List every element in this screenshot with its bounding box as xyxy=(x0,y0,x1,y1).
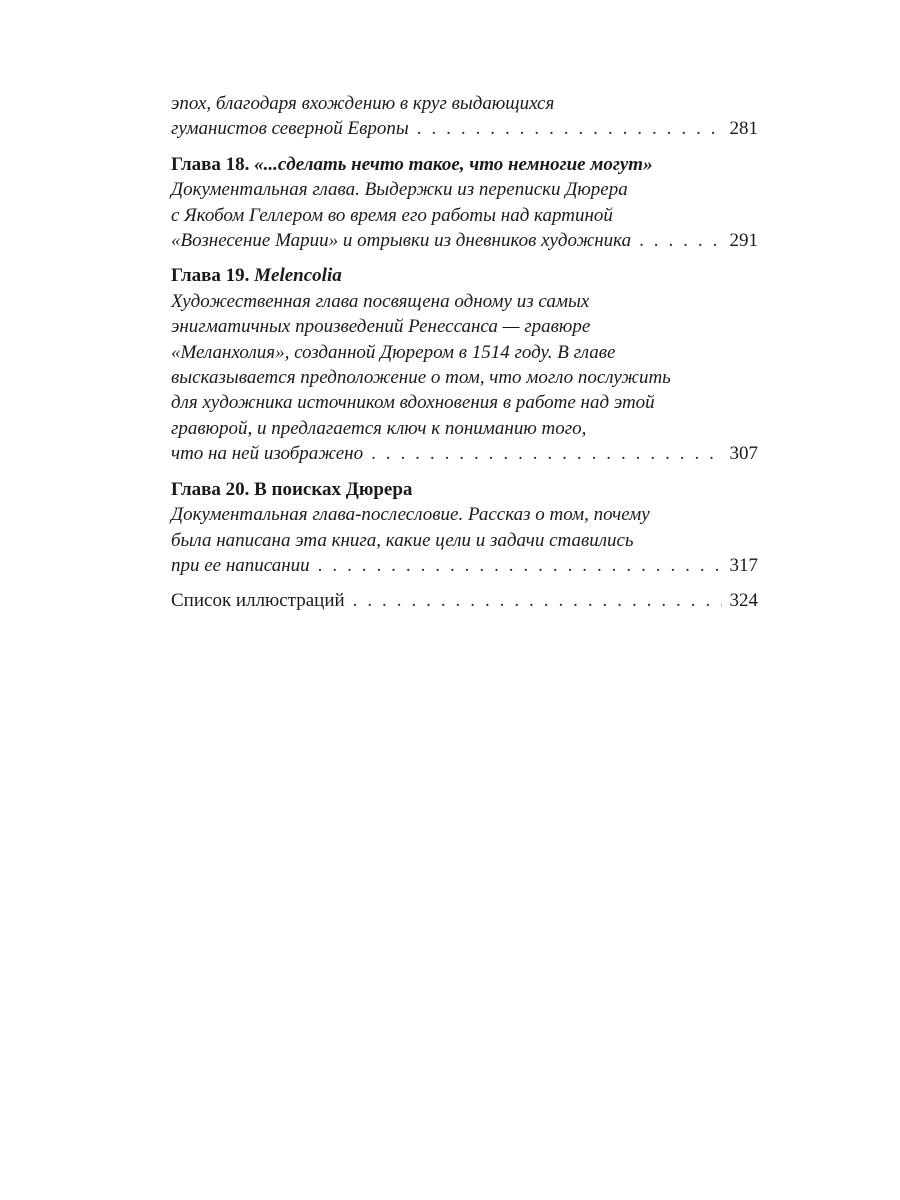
toc-description-text: Документальная глава-послесловие. Рассказ о том, почему xyxy=(171,504,650,526)
toc-description-text: «Вознесение Марии» и отрывки из дневников художника xyxy=(171,230,632,252)
toc-description-text: эпох, благодаря вхождению в круг выдающихся xyxy=(171,93,555,114)
toc-description-line xyxy=(171,203,758,228)
chapter-number: Глава 18. xyxy=(171,153,250,175)
toc-entry-chapter-19 xyxy=(171,263,758,466)
toc-description-line xyxy=(171,390,758,415)
toc-description-text: гуманистов северной Европы xyxy=(171,118,409,140)
toc-description-line-leader xyxy=(171,228,758,253)
toc-description-line xyxy=(171,340,758,365)
toc-description-line xyxy=(171,177,758,202)
toc-description-line xyxy=(171,91,758,116)
toc-description-line xyxy=(171,502,758,527)
toc-description-text: с Якобом Геллером во время его работы над картиной xyxy=(171,204,613,226)
toc-description-line xyxy=(171,528,758,553)
toc-description-text: Художественная глава посвящена одному из самых xyxy=(171,290,590,312)
chapter-number: Глава 19. xyxy=(171,265,250,287)
toc-entry-continuation xyxy=(171,91,758,142)
toc-description-line-leader xyxy=(171,441,758,466)
toc-description-text: гравюрой, и предлагается ключ к пониманию того, xyxy=(171,417,587,439)
toc-description-text: Документальная глава. Выдержки из переписки Дюрера xyxy=(171,179,628,201)
chapter-heading xyxy=(171,263,758,288)
toc-description-line-leader xyxy=(171,553,758,578)
chapter-title: «...сделать нечто такое, что немногие могут» xyxy=(254,153,653,175)
dot-leader xyxy=(353,588,722,613)
dot-leader xyxy=(417,116,722,141)
toc-illustrations-line xyxy=(171,588,758,613)
toc-entry-chapter-20 xyxy=(171,477,758,579)
toc-description-text: для художника источником вдохновения в работе над этой xyxy=(171,392,655,414)
toc-description-line xyxy=(171,416,758,441)
page-number: 307 xyxy=(729,443,758,465)
toc-description-text: высказывается предположение о том, что могло послужить xyxy=(171,367,671,389)
toc-description-text: что на ней изображено xyxy=(171,443,364,465)
chapter-heading xyxy=(171,152,758,177)
toc-description-text: энигматичных произведений Ренессанса — гравюре xyxy=(171,316,591,338)
chapter-title: Глава 20. В поисках Дюрера xyxy=(171,478,413,500)
toc-description-text: была написана эта книга, какие цели и задачи ставились xyxy=(171,529,634,551)
page-number: 281 xyxy=(729,118,758,140)
toc-entry-illustrations xyxy=(171,588,758,613)
dot-leader xyxy=(371,441,722,466)
page-number: 324 xyxy=(729,590,758,612)
toc-description-line xyxy=(171,365,758,390)
toc-description-text: «Меланхолия», созданной Дюрером в 1514 году. В главе xyxy=(171,341,616,363)
table-of-contents xyxy=(171,91,758,614)
toc-entry-chapter-18 xyxy=(171,152,758,254)
toc-description-line xyxy=(171,289,758,314)
page-number: 291 xyxy=(729,230,758,252)
dot-leader xyxy=(639,228,722,253)
chapter-title: Melencolia xyxy=(254,265,342,287)
chapter-heading xyxy=(171,477,758,502)
toc-description-text: при ее написании xyxy=(171,554,310,576)
page-number: 317 xyxy=(729,554,758,576)
illustrations-label: Список иллюстраций xyxy=(171,590,345,612)
toc-description-line xyxy=(171,314,758,339)
dot-leader xyxy=(318,553,722,578)
toc-description-line-leader xyxy=(171,116,758,141)
